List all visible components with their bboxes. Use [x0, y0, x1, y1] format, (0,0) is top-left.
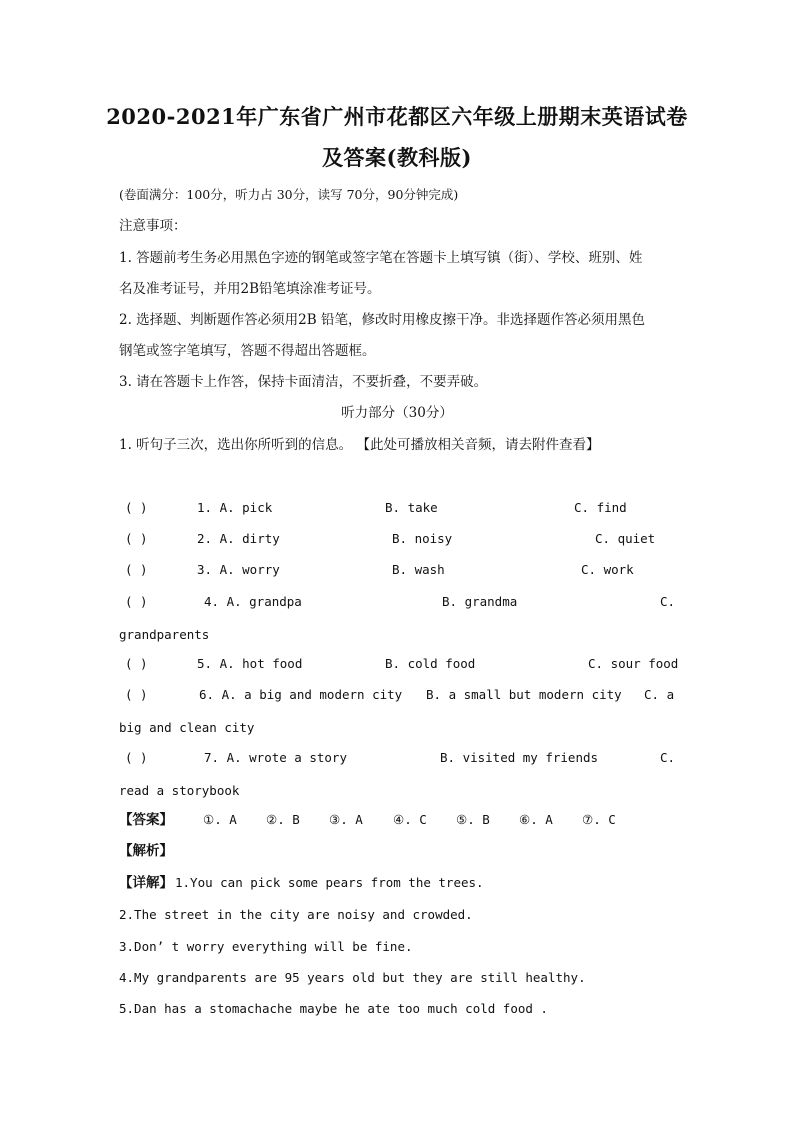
option-c: C. sour food [588, 656, 679, 671]
answer-blank: ( ) [125, 531, 148, 546]
detail-line: 2.The street in the city are noisy and crowded. [119, 907, 473, 922]
option-a: 5. A. hot food [197, 656, 303, 671]
notice-heading: 注意事项： [119, 218, 187, 234]
option-b: B. cold food [385, 656, 476, 671]
analysis-label: 【解析】 [119, 843, 173, 859]
detail-line: 5.Dan has a stomachache maybe he ate too much cold food . [119, 1001, 548, 1016]
option-b: B. visited my friends [440, 750, 599, 765]
option-c: C. a [644, 687, 675, 702]
answer-blank: ( ) [125, 656, 148, 671]
option-a: 1. A. pick [197, 500, 273, 515]
answer-label: 【答案】 [119, 812, 173, 828]
notice-line: 钢笔或签字笔填写，答题不得超出答题框。 [119, 343, 376, 359]
document-title-line-1: 2020-2021年广东省广州市花都区六年级上册期末英语试卷 [106, 104, 688, 129]
option-c: C. find [574, 500, 627, 515]
option-b: B. a small but modern city [426, 687, 622, 702]
detail-line: 4.My grandparents are 95 years old but they are still healthy. [119, 970, 586, 985]
detail-label: 【详解】 [119, 875, 173, 891]
question-1-prompt: 1. 听句子三次，选出你所听到的信息。 【此处可播放相关音频，请去附件查看】 [119, 437, 600, 453]
answer-item: ⑥. A [519, 812, 553, 827]
answer-blank: ( ) [125, 500, 148, 515]
answer-blank: ( ) [125, 562, 148, 577]
answer-blank: ( ) [125, 750, 148, 765]
notice-line: 名及准考证号，并用2B铅笔填涂准考证号。 [119, 281, 381, 297]
option-b: B. noisy [392, 531, 453, 546]
answer-blank: ( ) [125, 687, 148, 702]
detail-line: 1.You can pick some pears from the trees. [175, 875, 484, 890]
notice-line: 1. 答题前考生务必用黑色字迹的钢笔或签字笔在答题卡上填写镇（街）、学校、班别、姓 [119, 250, 643, 266]
option-c: C. [660, 594, 676, 609]
option-b: B. wash [392, 562, 445, 577]
notice-line: 3. 请在答题卡上作答，保持卡面清洁，不要折叠，不要弄破。 [119, 374, 488, 390]
answer-item: ③. A [329, 812, 363, 827]
option-b: B. take [385, 500, 438, 515]
option-c: C. [660, 750, 676, 765]
notice-line: 2. 选择题、判断题作答必须用2B 铅笔，修改时用橡皮擦干净。非选择题作答必须用黑色 [119, 312, 645, 328]
answer-blank: ( ) [125, 594, 148, 609]
document-title-line-2: 及答案(教科版) [322, 145, 472, 170]
answer-item: ②. B [266, 812, 300, 827]
answer-item: ④. C [393, 812, 427, 827]
option-a: 4. A. grandpa [204, 594, 302, 609]
exam-info: (卷面满分：100分，听力占 30分，读写 70分，90分钟完成) [119, 187, 459, 202]
option-a: 7. A. wrote a story [204, 750, 347, 765]
option-b: B. grandma [442, 594, 518, 609]
option-c: C. work [581, 562, 634, 577]
option-c-continued: grandparents [119, 627, 210, 642]
option-c: C. quiet [595, 531, 656, 546]
detail-line: 3.Don’ t worry everything will be fine. [119, 939, 413, 954]
option-a: 6. A. a big and modern city [199, 687, 403, 702]
option-a: 2. A. dirty [197, 531, 280, 546]
answer-item: ⑤. B [456, 812, 490, 827]
option-a: 3. A. worry [197, 562, 280, 577]
section-heading: 听力部分（30分） [341, 405, 453, 421]
option-c-continued: read a storybook [119, 783, 240, 798]
answer-item: ①. A [203, 812, 237, 827]
option-c-continued: big and clean city [119, 720, 255, 735]
answer-item: ⑦. C [582, 812, 616, 827]
